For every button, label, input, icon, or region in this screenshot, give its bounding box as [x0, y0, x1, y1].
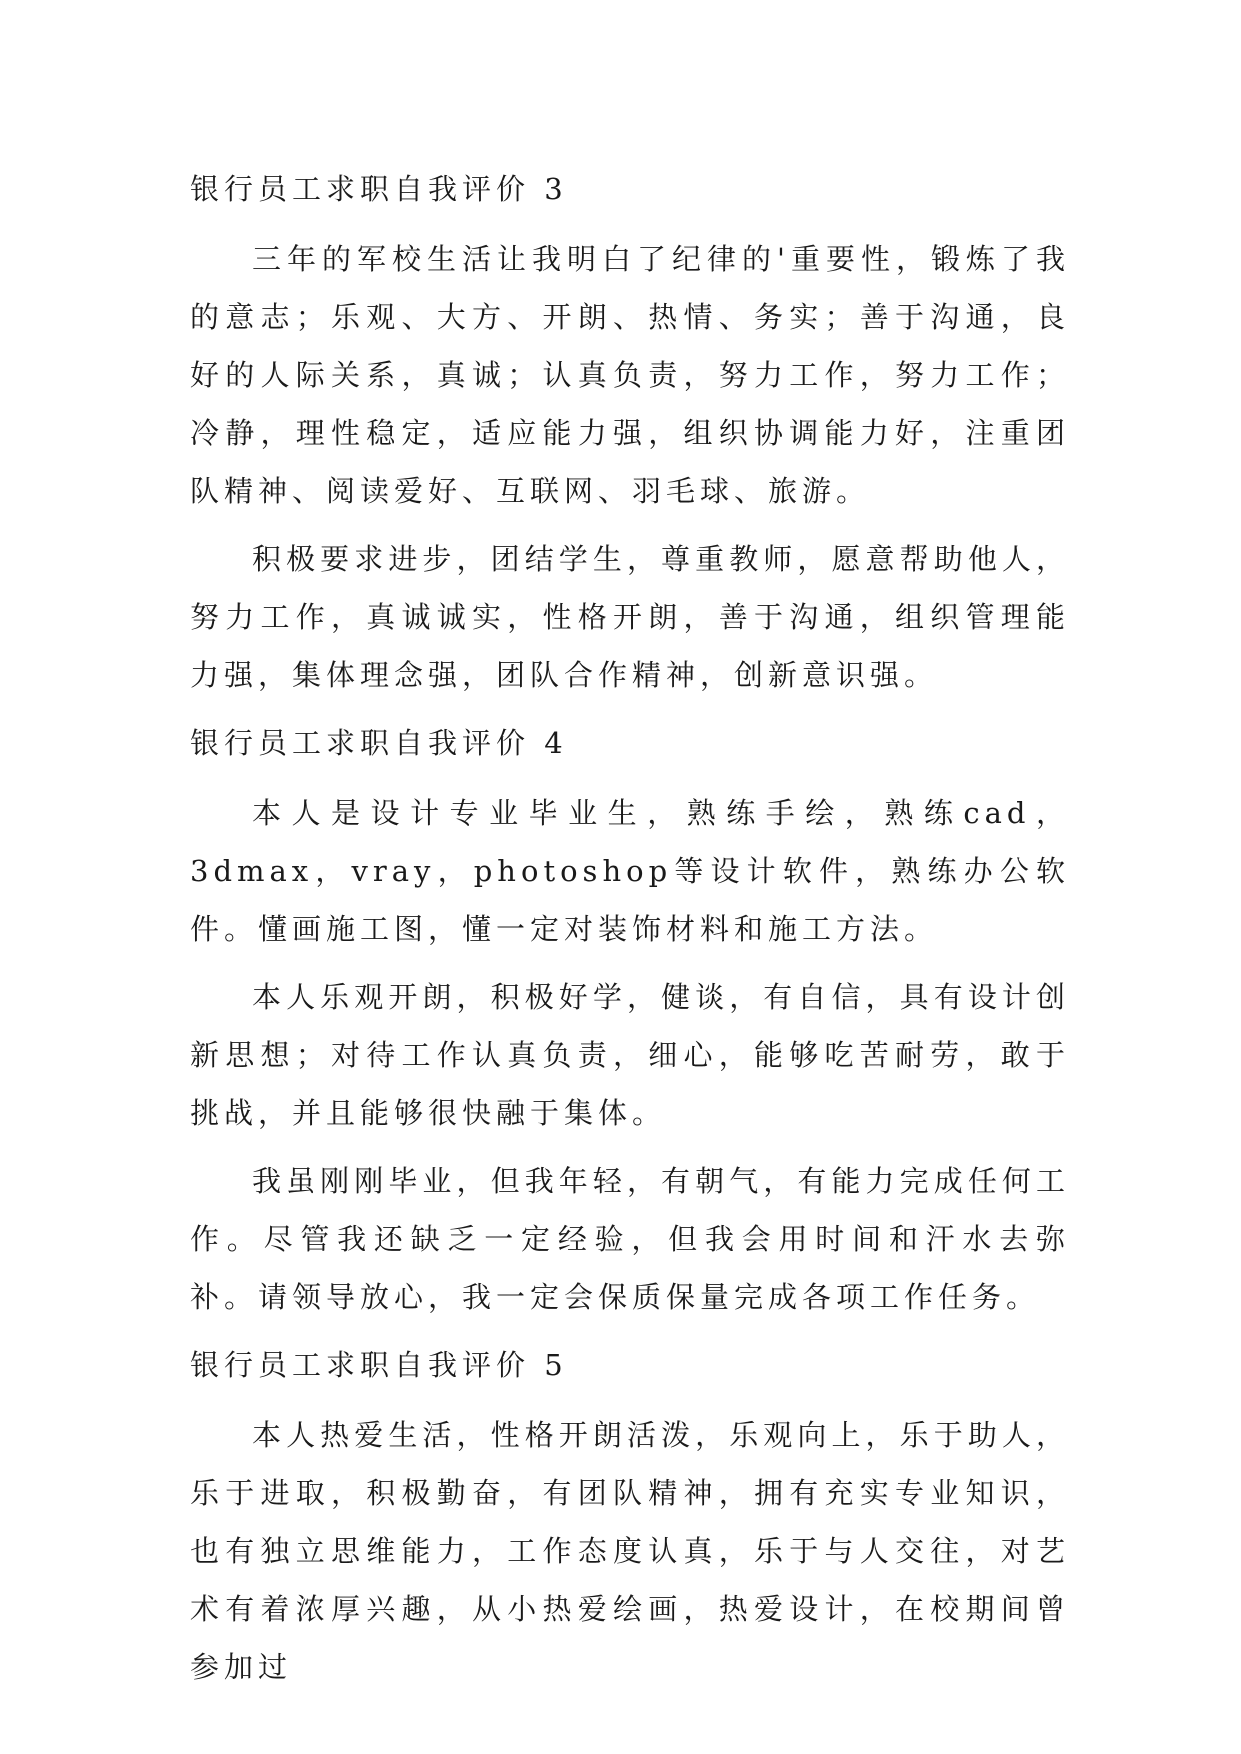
- paragraph: 我虽刚刚毕业，但我年轻，有朝气，有能力完成任何工作。尽管我还缺乏一定经验，但我会用时间和汗水去弥补。请领导放心，我一定会保质保量完成各项工作任务。: [190, 1164, 1070, 1314]
- section-heading: 银行员工求职自我评价 3: [190, 172, 568, 206]
- paragraph: 积极要求进步，团结学生，尊重教师，愿意帮助他人，努力工作，真诚诚实，性格开朗，善于沟通，组织管理能力强，集体理念强，团队合作精神，创新意识强。: [190, 542, 1070, 692]
- section-heading: 银行员工求职自我评价 5: [190, 1348, 568, 1382]
- paragraph: 本人乐观开朗，积极好学，健谈，有自信，具有设计创新思想；对待工作认真负责，细心，能够吃苦耐劳，敢于挑战，并且能够很快融于集体。: [190, 980, 1070, 1130]
- section-heading: 银行员工求职自我评价 4: [190, 726, 568, 760]
- paragraph: 本人是设计专业毕业生，熟练手绘，熟练cad，3dmax，vray，photoshop等设计软件，熟练办公软件。懂画施工图，懂一定对装饰材料和施工方法。: [190, 796, 1070, 946]
- document-body: [190, 160, 1070, 1706]
- paragraph: 本人热爱生活，性格开朗活泼，乐观向上，乐于助人，乐于进取，积极勤奋，有团队精神，拥有充实专业知识，也有独立思维能力，工作态度认真，乐于与人交往，对艺术有着浓厚兴趣，从小热爱绘画，热爱设计，在校期间曾参加过: [190, 1418, 1070, 1684]
- paragraph: 三年的军校生活让我明白了纪律的'重要性，锻炼了我的意志；乐观、大方、开朗、热情、务实；善于沟通，良好的人际关系，真诚；认真负责，努力工作，努力工作；冷静，理性稳定，适应能力强，组织协调能力好，注重团队精神、阅读爱好、互联网、羽毛球、旅游。: [190, 242, 1070, 508]
